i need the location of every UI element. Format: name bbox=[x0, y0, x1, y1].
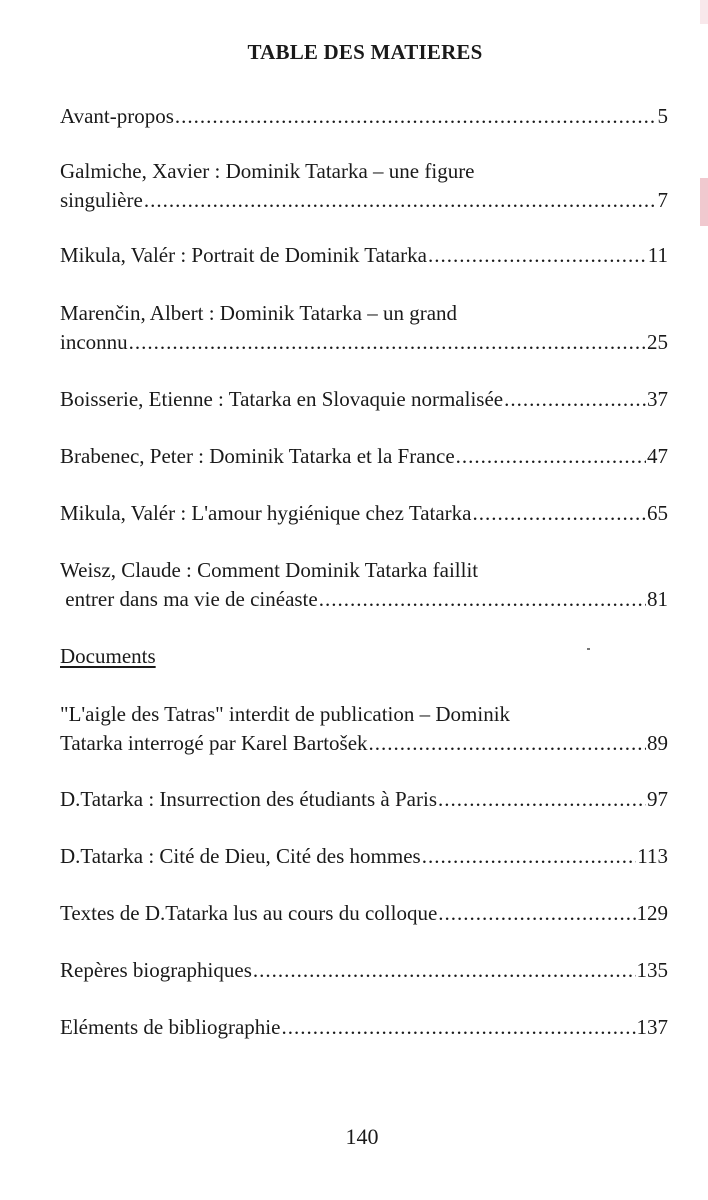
toc-entry bbox=[60, 700, 668, 758]
section-heading-documents: Documents bbox=[60, 644, 156, 668]
toc-entry-line bbox=[60, 499, 668, 528]
toc-entry bbox=[60, 385, 668, 414]
toc-entry-line bbox=[60, 241, 668, 270]
toc-entry-line bbox=[60, 899, 668, 928]
dot-leader bbox=[422, 842, 637, 871]
toc-entry-title: Weisz, Claude : Comment Dominik Tatarka faillit bbox=[60, 558, 479, 582]
toc-entry-title-continued: inconnu bbox=[60, 330, 128, 354]
toc-entry-page: 137 bbox=[636, 1015, 668, 1039]
toc-entry-title: "L'aigle des Tatras" interdit de publication – Dominik bbox=[60, 702, 511, 726]
toc-entry-title: Textes de D.Tatarka lus au cours du colloque bbox=[60, 901, 438, 925]
toc-entry bbox=[60, 899, 668, 928]
toc-entry-title: Eléments de bibliographie bbox=[60, 1015, 281, 1039]
toc-entry-page: 25 bbox=[647, 330, 668, 354]
toc-entry-title-continued: entrer dans ma vie de cinéaste bbox=[60, 587, 318, 611]
dot-leader bbox=[175, 102, 657, 131]
dot-leader bbox=[428, 241, 647, 270]
dot-leader bbox=[319, 585, 646, 614]
toc-entry-title: D.Tatarka : Insurrection des étudiants à Paris bbox=[60, 787, 437, 811]
page-edge-mark bbox=[700, 178, 708, 226]
print-speck bbox=[587, 648, 590, 650]
toc-entry-page: 5 bbox=[657, 104, 668, 128]
toc-entry-line bbox=[60, 785, 668, 814]
toc-entry-line bbox=[60, 442, 668, 471]
toc-entry-line bbox=[60, 729, 668, 758]
toc-entry-title: Galmiche, Xavier : Dominik Tatarka – une figure bbox=[60, 159, 475, 183]
page-title: TABLE DES MATIERES bbox=[247, 40, 483, 64]
toc-entry-page: 37 bbox=[647, 387, 668, 411]
toc-entry-line bbox=[60, 102, 668, 131]
toc-entry-page: 7 bbox=[657, 188, 668, 212]
toc-entry bbox=[60, 157, 668, 215]
dot-leader bbox=[472, 499, 646, 528]
toc-entry-line bbox=[60, 842, 668, 871]
toc-entry bbox=[60, 785, 668, 814]
toc-entry bbox=[60, 956, 668, 985]
toc-entry-page: 81 bbox=[647, 587, 668, 611]
toc-entry-line bbox=[60, 328, 668, 357]
dot-leader bbox=[504, 385, 646, 414]
dot-leader bbox=[369, 729, 646, 758]
toc-entry-page: 97 bbox=[647, 787, 668, 811]
toc-entry-line bbox=[60, 1013, 668, 1042]
dot-leader bbox=[438, 785, 646, 814]
toc-entry bbox=[60, 499, 668, 528]
toc-entry-title: D.Tatarka : Cité de Dieu, Cité des hommes bbox=[60, 844, 421, 868]
toc-entry-title: Mikula, Valér : L'amour hygiénique chez Tatarka bbox=[60, 501, 472, 525]
toc-entry bbox=[60, 102, 668, 131]
toc-entry bbox=[60, 556, 668, 614]
toc-entry-line bbox=[60, 956, 668, 985]
toc-entry-title: Avant-propos bbox=[60, 104, 174, 128]
dot-leader bbox=[144, 186, 657, 215]
toc-entry-title-continued: Tatarka interrogé par Karel Bartošek bbox=[60, 731, 368, 755]
toc-entry-page: 11 bbox=[647, 243, 668, 267]
dot-leader bbox=[253, 956, 636, 985]
toc-entry-title: Repères biographiques bbox=[60, 958, 252, 982]
toc-entry-page: 65 bbox=[647, 501, 668, 525]
dot-leader bbox=[281, 1013, 635, 1042]
toc-entry-title: Brabenec, Peter : Dominik Tatarka et la France bbox=[60, 444, 455, 468]
toc-entry-title: Marenčin, Albert : Dominik Tatarka – un grand bbox=[60, 301, 458, 325]
toc-entry-title: Mikula, Valér : Portrait de Dominik Tatarka bbox=[60, 243, 427, 267]
toc-entry bbox=[60, 1013, 668, 1042]
toc-entry-line bbox=[60, 186, 668, 215]
toc-entry-line bbox=[60, 385, 668, 414]
toc-entry-title-continued: singulière bbox=[60, 188, 143, 212]
page-edge-mark bbox=[700, 0, 708, 24]
page-number: 140 bbox=[345, 1124, 379, 1149]
dot-leader bbox=[129, 328, 646, 357]
toc-entry-page: 89 bbox=[647, 731, 668, 755]
toc-entry-page: 135 bbox=[636, 958, 668, 982]
toc-entry-line bbox=[60, 585, 668, 614]
toc-entry-title: Boisserie, Etienne : Tatarka en Slovaquie normalisée bbox=[60, 387, 504, 411]
toc-entry-page: 47 bbox=[647, 444, 668, 468]
toc-entry bbox=[60, 241, 668, 270]
toc-entry-page: 113 bbox=[637, 844, 668, 868]
toc-entry bbox=[60, 442, 668, 471]
dot-leader bbox=[438, 899, 635, 928]
toc-entry bbox=[60, 299, 668, 357]
toc-entry bbox=[60, 842, 668, 871]
dot-leader bbox=[456, 442, 646, 471]
toc-entry-page: 129 bbox=[636, 901, 668, 925]
